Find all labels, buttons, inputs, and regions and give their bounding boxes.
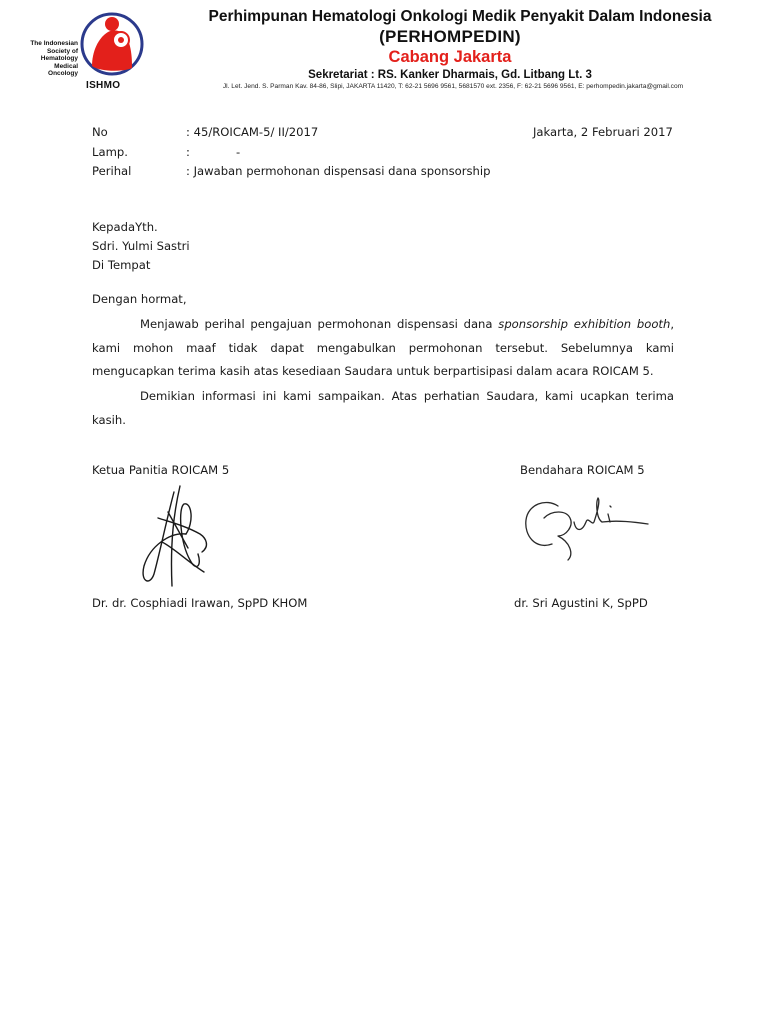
paragraph-1-start: Menjawab perihal pengajuan permohonan dispensasi dana	[140, 317, 499, 331]
recipient-name: Sdri. Yulmi Sastri	[92, 239, 190, 253]
perihal-label: Perihal	[92, 164, 132, 178]
no-value: : 45/ROICAM-5/ II/2017	[186, 125, 319, 139]
logo-caption	[8, 40, 78, 78]
address-line: Jl. Let. Jend. S. Parman Kav. 84-86, Slipi, JAKARTA 11420, T: 62-21 5696 9561, 5681570 ext. 2356, F: 62-21 5696 9561, E: perhompedin.jakarta@gmail.com	[222, 83, 684, 90]
logo-caption-line: Hematology	[40, 55, 78, 63]
logo-caption-line: Medical	[54, 62, 78, 70]
left-signature-icon	[130, 482, 220, 594]
paragraph-2-text: Demikian informasi ini kami sampaikan. Atas perhatian Saudara, kami ucapkan terima kasih.	[92, 389, 674, 427]
right-signer-name: dr. Sri Agustini K, SpPD	[514, 596, 648, 610]
salutation: Dengan hormat,	[92, 292, 187, 306]
place-date: Jakarta, 2 Februari 2017	[533, 125, 673, 139]
logo-caption-line: The Indonesian	[30, 40, 78, 47]
org-abbr: (PERHOMPEDIN)	[379, 27, 521, 46]
right-signer-title: Bendahara ROICAM 5	[520, 463, 645, 477]
recipient-line: KepadaYth.	[92, 220, 158, 234]
lamp-colon: :	[186, 145, 190, 159]
perihal-value: : Jawaban permohonan dispensasi dana sponsorship	[186, 164, 491, 178]
logo-abbr: ISHMO	[86, 80, 121, 91]
paragraph-1-end: , kami mohon maaf tidak dapat mengabulkan permohonan tersebut. Sebelumnya kami mengucapkan terima kasih atas kesediaan Saudara untuk berpartisipasi dalam acara ROICAM 5.	[92, 317, 674, 378]
left-signer-name: Dr. dr. Cosphiadi Irawan, SpPD KHOM	[92, 596, 308, 610]
no-label: No	[92, 125, 108, 139]
recipient-place: Di Tempat	[92, 258, 151, 272]
paragraph-1	[92, 313, 674, 384]
paragraph-1-italic: sponsorship exhibition booth	[498, 317, 671, 331]
left-signer-title: Ketua Panitia ROICAM 5	[92, 463, 230, 477]
org-name: Perhimpunan Hematologi Onkologi Medik Penyakit Dalam Indonesia	[208, 8, 712, 25]
lamp-value: -	[236, 145, 241, 159]
logo-caption-line: Society of	[46, 47, 78, 55]
branch-name: Cabang Jakarta	[388, 48, 512, 66]
logo-caption-line: Oncology	[48, 70, 78, 78]
right-signature-icon	[518, 492, 652, 564]
lamp-label: Lamp.	[92, 145, 128, 159]
secretariat: Sekretariat : RS. Kanker Dharmais, Gd. Litbang Lt. 3	[308, 69, 592, 81]
paragraph-2	[92, 385, 674, 432]
